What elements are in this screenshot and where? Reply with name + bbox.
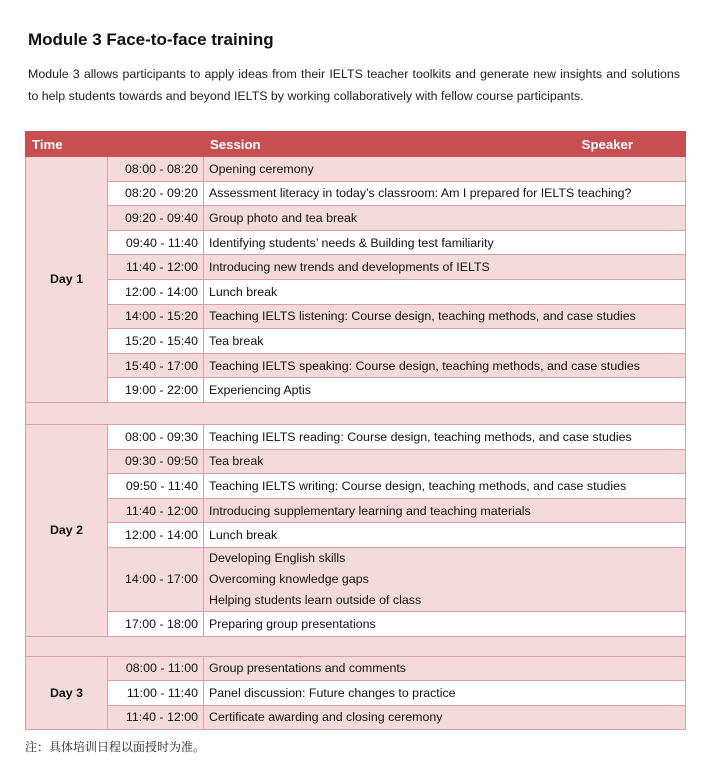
table-row (26, 547, 686, 611)
day-separator-row (26, 636, 686, 656)
table-row (26, 157, 686, 182)
time-cell: 08:00 - 08:20 (108, 157, 204, 182)
session-cell: Experiencing Aptis (204, 378, 686, 403)
time-cell: 12:00 - 14:00 (108, 523, 204, 548)
session-cell: Group photo and tea break (204, 206, 686, 231)
time-cell: 11:40 - 12:00 (108, 705, 204, 730)
table-header-row (26, 132, 686, 157)
session-cell: Tea break (204, 329, 686, 354)
page-title: Module 3 Face-to-face training (28, 30, 274, 49)
session-line: Developing English skills (209, 550, 346, 565)
time-cell: 09:30 - 09:50 (108, 449, 204, 474)
table-row (26, 611, 686, 636)
time-cell: 08:20 - 09:20 (108, 181, 204, 206)
session-cell: Preparing group presentations (204, 611, 686, 636)
table-row (26, 523, 686, 548)
table-row (26, 474, 686, 499)
time-header: Time (26, 132, 108, 157)
session-cell-multiline (204, 547, 686, 611)
time-cell: 11:40 - 12:00 (108, 498, 204, 523)
session-cell: Tea break (204, 449, 686, 474)
session-header (204, 132, 686, 157)
time-cell: 08:00 - 09:30 (108, 424, 204, 449)
session-header-label: Session (210, 136, 261, 152)
table-row (26, 378, 686, 403)
day-separator-row (26, 402, 686, 424)
time-cell: 19:00 - 22:00 (108, 378, 204, 403)
table-row (26, 498, 686, 523)
footnote: 注：具体培训日程以面授时为准。 (25, 740, 206, 754)
speaker-header-label: Speaker (581, 136, 633, 152)
day-2-label: Day 2 (26, 424, 108, 636)
table-row (26, 206, 686, 231)
session-cell: Panel discussion: Future changes to practice (204, 681, 686, 706)
table-row (26, 279, 686, 304)
time-cell: 17:00 - 18:00 (108, 611, 204, 636)
separator-cell (26, 402, 686, 424)
table-row (26, 449, 686, 474)
session-cell: Teaching IELTS speaking: Course design, teaching methods, and case studies (204, 353, 686, 378)
time-cell: 08:00 - 11:00 (108, 656, 204, 681)
time-cell: 09:50 - 11:40 (108, 474, 204, 499)
day-3-label: Day 3 (26, 656, 108, 730)
session-cell: Teaching IELTS reading: Course design, teaching methods, and case studies (204, 424, 686, 449)
session-cell: Certificate awarding and closing ceremony (204, 705, 686, 730)
table-row (26, 181, 686, 206)
time-cell: 14:00 - 17:00 (108, 547, 204, 611)
table-row (26, 705, 686, 730)
session-line: Helping students learn outside of class (209, 592, 422, 607)
table-row (26, 304, 686, 329)
session-cell: Introducing supplementary learning and teaching materials (204, 498, 686, 523)
session-cell: Lunch break (204, 523, 686, 548)
separator-cell (26, 636, 686, 656)
table-row (26, 681, 686, 706)
session-cell: Lunch break (204, 279, 686, 304)
table-row (26, 329, 686, 354)
time-range-header (108, 132, 204, 157)
session-cell: Introducing new trends and developments of IELTS (204, 255, 686, 280)
session-cell: Identifying students’ needs & Building test familiarity (204, 230, 686, 255)
schedule-table (25, 131, 686, 730)
session-cell: Opening ceremony (204, 157, 686, 182)
time-cell: 12:00 - 14:00 (108, 279, 204, 304)
day-1-label: Day 1 (26, 157, 108, 403)
session-cell: Group presentations and comments (204, 656, 686, 681)
table-row (26, 353, 686, 378)
table-row (26, 656, 686, 681)
session-cell: Assessment literacy in today’s classroom: Am I prepared for IELTS teaching? (204, 181, 686, 206)
time-cell: 09:40 - 11:40 (108, 230, 204, 255)
table-row (26, 255, 686, 280)
time-cell: 15:20 - 15:40 (108, 329, 204, 354)
session-line: Overcoming knowledge gaps (209, 571, 369, 586)
table-row (26, 230, 686, 255)
table-row (26, 424, 686, 449)
time-cell: 15:40 - 17:00 (108, 353, 204, 378)
time-cell: 11:40 - 12:00 (108, 255, 204, 280)
session-cell: Teaching IELTS writing: Course design, teaching methods, and case studies (204, 474, 686, 499)
time-cell: 14:00 - 15:20 (108, 304, 204, 329)
time-cell: 11:00 - 11:40 (108, 681, 204, 706)
time-cell: 09:20 - 09:40 (108, 206, 204, 231)
intro-paragraph: Module 3 allows participants to apply ideas from their IELTS teacher toolkits and generate new insights and solutions to help students towards and beyond IELTS by working collaboratively with fellow course participants. (28, 67, 680, 103)
session-cell: Teaching IELTS listening: Course design, teaching methods, and case studies (204, 304, 686, 329)
